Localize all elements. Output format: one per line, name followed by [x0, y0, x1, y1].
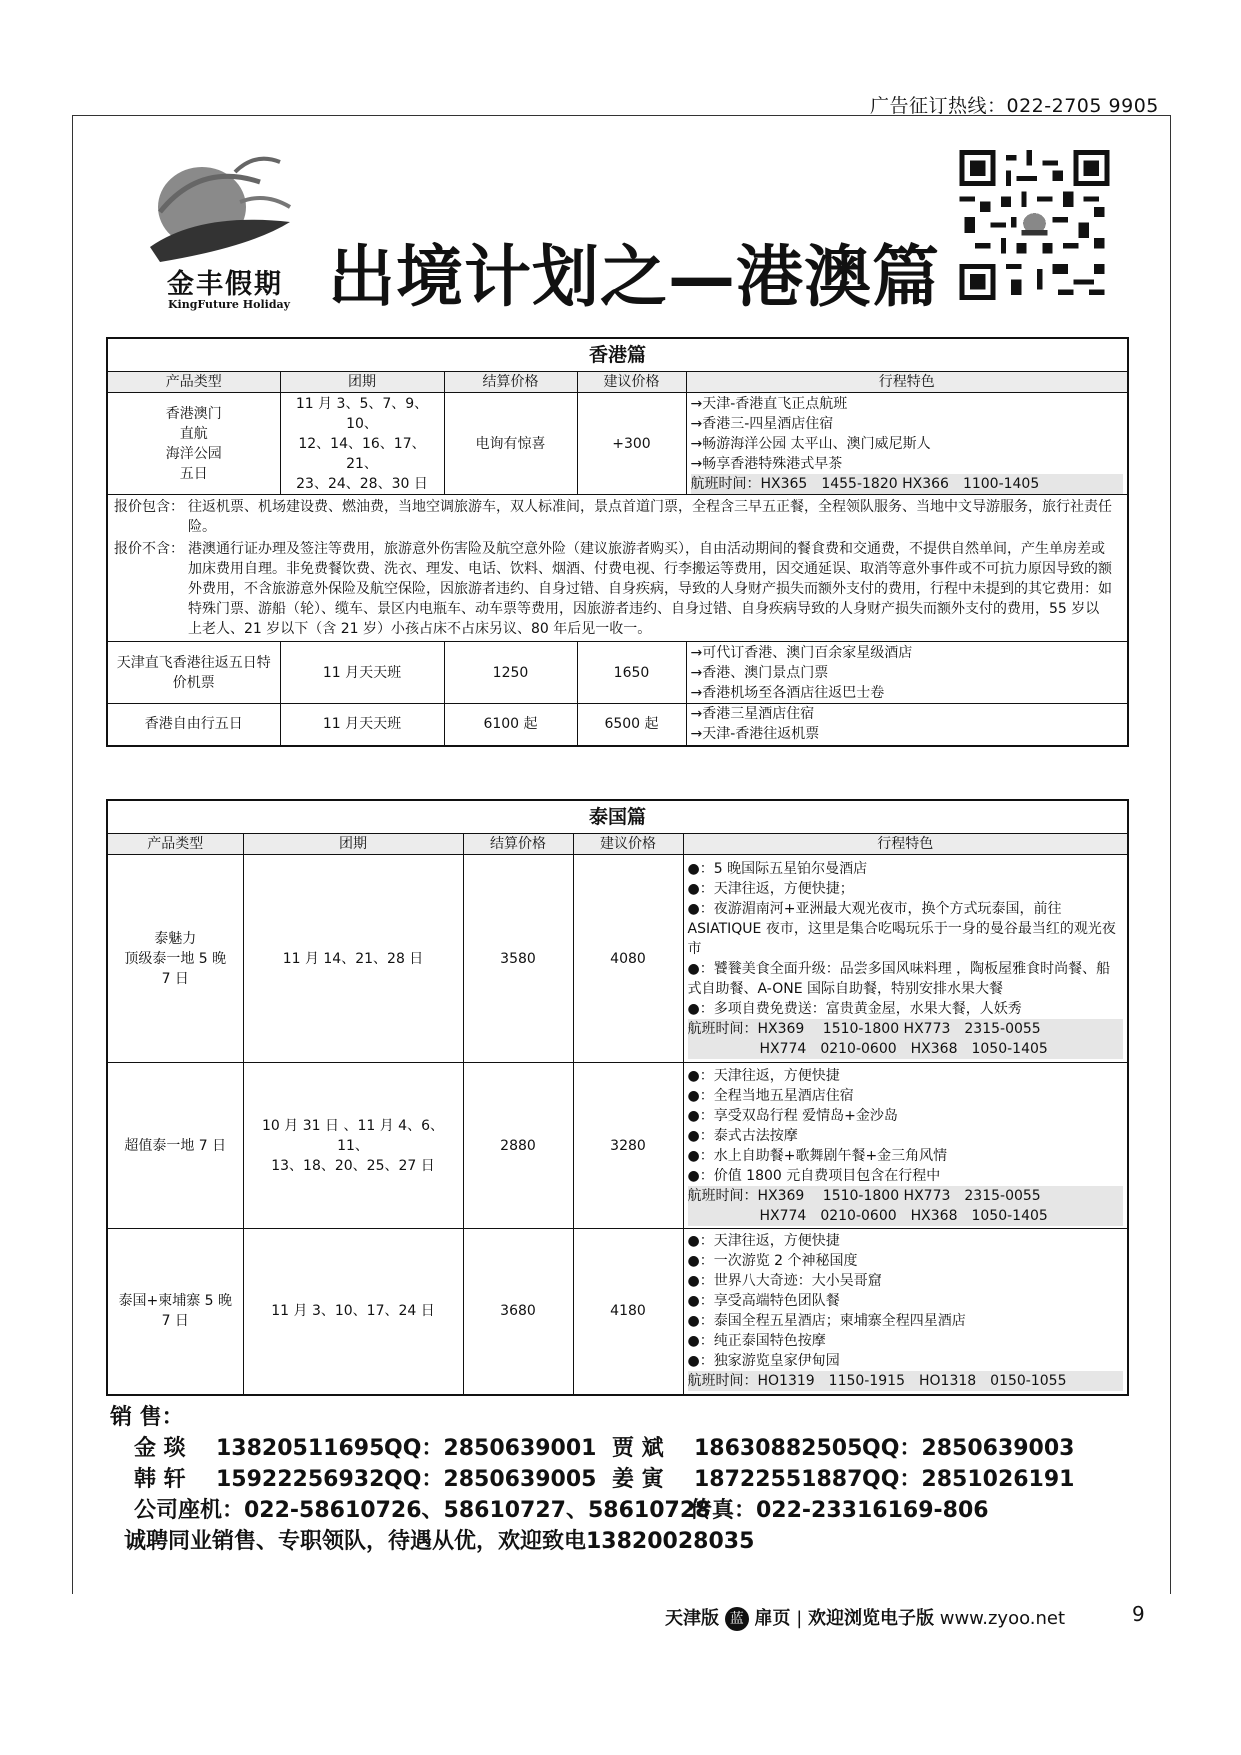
hiring-notice: 诚聘同业销售、专职领队，待遇从优，欢迎致电13820028035	[124, 1529, 755, 1554]
flight-time: 航班时间：HX369 1510-1800 HX773 2315-0055	[688, 1019, 1124, 1039]
fax: 传真：022-23316169-806	[690, 1498, 989, 1523]
site-url: www.zyoo.net	[939, 1608, 1066, 1629]
section-title: 泰国篇	[107, 800, 1128, 834]
suggest-price: 4180	[573, 1229, 683, 1395]
features: ●：5 晚国际五星铂尔曼酒店 ●：天津往返，方便快捷； ●：夜游湄南河+亚洲最大观光夜市，换个方式玩泰国，前往 ASIATIQUE 夜市，这里是集合吃喝玩乐于一身的曼谷最当红的观光夜市 ●：饕餮美食全面升级：品尝多国风味料理 ，陶板屋雅食时尚餐、船式自助餐、A-ONE 国际自助餐，特别安排水果大餐 ●：多项自费免费送：富贵黄金屋，水果大餐，人妖秀 航班时间：HX369 1510-1800 HX773 2315-0055 HX774 0210-0600 HX368 1050-1405	[683, 855, 1128, 1063]
features: →可代订香港、澳门百余家星级酒店 →香港、澳门景点门票 →香港机场至各酒店往返巴士卷	[686, 642, 1128, 704]
product-name: 香港澳门 直航 海洋公园 五日	[107, 393, 280, 495]
sales-label: 销 售：	[110, 1405, 184, 1430]
flight-time: 航班时间：HX365 1455-1820 HX366 1100-1405	[691, 474, 1124, 494]
features: →天津-香港直飞正点航班 →香港三-四星酒店住宿 →畅游海洋公园 太平山、澳门威尼斯人 →畅享香港特殊港式早茶 航班时间：HX365 1455-1820 HX366 1100-1405	[686, 393, 1128, 495]
product-name: 泰国+柬埔寨 5 晚 7 日	[107, 1229, 243, 1395]
settle-price: 3580	[463, 855, 573, 1063]
suggest-price: 6500 起	[577, 704, 686, 746]
page-title: 出境计划之—港澳篇	[328, 238, 940, 316]
tour-dates: 11 月天天班	[280, 704, 444, 746]
suggest-price: 1650	[577, 642, 686, 704]
blue-badge-icon: 蓝	[725, 1607, 749, 1631]
flight-time: HX774 0210-0600 HX368 1050-1405	[688, 1206, 1124, 1226]
include-text: 往返机票、机场建设费、燃油费，当地空调旅游车，双人标准间，景点首道门票，全程含三早五正餐，全程领队服务、当地中文导游服务，旅行社责任险。	[188, 499, 1112, 535]
flight-time: 航班时间：HX369 1510-1800 HX773 2315-0055	[688, 1186, 1124, 1206]
features: →香港三星酒店住宿 →天津-香港往返机票	[686, 704, 1128, 746]
suggest-price: 3280	[573, 1063, 683, 1229]
table-row	[107, 642, 1128, 704]
settle-price: 电询有惊喜	[444, 393, 577, 495]
ad-hotline: 广告征订热线：022-2705 9905	[870, 95, 1159, 117]
product-name: 天津直飞香港往返五日特价机票	[107, 642, 280, 704]
flight-time: 航班时间：HO1319 1150-1915 HO1318 0150-1055	[688, 1371, 1124, 1391]
column-header: 结算价格	[444, 372, 577, 393]
tour-dates: 10 月 31 日 、11 月 4、6、11、 13、18、20、25、27 日	[243, 1063, 463, 1229]
hongkong-table	[106, 337, 1129, 747]
suggest-price: +300	[577, 393, 686, 495]
sales-row: 韩 轩 15922256932QQ：2850639005 姜 寅 18722551887QQ：2851026191	[134, 1467, 1075, 1492]
settle-price: 6100 起	[444, 704, 577, 746]
features: ●：天津往返，方便快捷 ●：全程当地五星酒店住宿 ●：享受双岛行程 爱情岛+金沙岛 ●：泰式古法按摩 ●：水上自助餐+歌舞剧午餐+金三角风情 ●：价值 1800 元自费项目包含在行程中 航班时间：HX369 1510-1800 HX773 2315-0055 HX774 0210-0600 HX368 1050-1405	[683, 1063, 1128, 1229]
thailand-table	[106, 799, 1129, 1396]
column-header: 团期	[280, 372, 444, 393]
page-number: 9	[1132, 1602, 1145, 1626]
brand-name-en: KingFuture Holiday	[168, 298, 291, 311]
column-header: 行程特色	[686, 372, 1128, 393]
exclude-label: 报价不含：	[114, 541, 184, 557]
column-header: 团期	[243, 834, 463, 855]
section-title: 香港篇	[107, 338, 1128, 372]
tour-dates: 11 月天天班	[280, 642, 444, 704]
product-name: 香港自由行五日	[107, 704, 280, 746]
brand-name: 金丰假期	[167, 269, 283, 300]
column-header: 行程特色	[683, 834, 1128, 855]
exclude-text: 港澳通行证办理及签注等费用，旅游意外伤害险及航空意外险（建议旅游者购买），自由活动期间的餐食费和交通费，不提供自然单间，产生单房差或加床费用自理。非免费餐饮费、洗衣、理发、电话、饮料、烟酒、付费电视、行李搬运等费用，因交通延误、取消等意外事件或不可抗力原因导致的额外费用，不含旅游意外保险及航空保险，因旅游者违约、自身过错、自身疾病，导致的人身财产损失而额外支付的费用，行程中未提到的其它费用：如特殊门票、游船（轮）、缆车、景区内电瓶车、动车票等费用，因旅游者违约、自身过错、自身疾病导致的人身财产损失而额外支付的费用，55 岁以上老人、21 岁以下（含 21 岁）小孩占床不占床另议、80 年后见一收一。	[188, 541, 1112, 637]
column-header: 产品类型	[107, 834, 243, 855]
settle-price: 1250	[444, 642, 577, 704]
column-header: 产品类型	[107, 372, 280, 393]
flight-time: HX774 0210-0600 HX368 1050-1405	[688, 1039, 1124, 1059]
product-name: 超值泰一地 7 日	[107, 1063, 243, 1229]
table-row	[107, 855, 1128, 1063]
features: ●：天津往返，方便快捷 ●：一次游览 2 个神秘国度 ●：世界八大奇迹：大小吴哥窟 ●：享受高端特色团队餐 ●：泰国全程五星酒店；柬埔寨全程四星酒店 ●：纯正泰国特色按摩 ●：独家游览皇家伊甸园 航班时间：HO1319 1150-1915 HO1318 0150-1055	[683, 1229, 1128, 1395]
tour-dates: 11 月 3、10、17、24 日	[243, 1229, 463, 1395]
settle-price: 2880	[463, 1063, 573, 1229]
sales-contacts	[110, 1402, 1074, 1557]
company-phone: 公司座机：022-58610726、58610727、58610728传真：022-23316169-806	[110, 1495, 1074, 1526]
qr-code-icon	[951, 150, 1118, 300]
suggest-price: 4080	[573, 855, 683, 1063]
column-header: 结算价格	[463, 834, 573, 855]
price-notes-row	[107, 495, 1128, 642]
column-header: 建议价格	[577, 372, 686, 393]
table-row	[107, 1229, 1128, 1395]
table-row	[107, 393, 1128, 495]
settle-price: 3680	[463, 1229, 573, 1395]
sales-row: 金 琰 13820511695QQ：2850639001 贾 斌 18630882505QQ：2850639003	[134, 1436, 1075, 1461]
footer: 天津版 蓝 扉页 | 欢迎浏览电子版 www.zyoo.net	[665, 1608, 1066, 1629]
tour-dates: 11 月 14、21、28 日	[243, 855, 463, 1063]
include-label: 报价包含：	[114, 499, 184, 515]
tour-dates: 11 月 3、5、7、9、10、 12、14、16、17、21、 23、24、28、30 日	[280, 393, 444, 495]
table-row	[107, 704, 1128, 746]
column-header: 建议价格	[573, 834, 683, 855]
table-row	[107, 1063, 1128, 1229]
product-name: 泰魅力 顶级泰一地 5 晚 7 日	[107, 855, 243, 1063]
